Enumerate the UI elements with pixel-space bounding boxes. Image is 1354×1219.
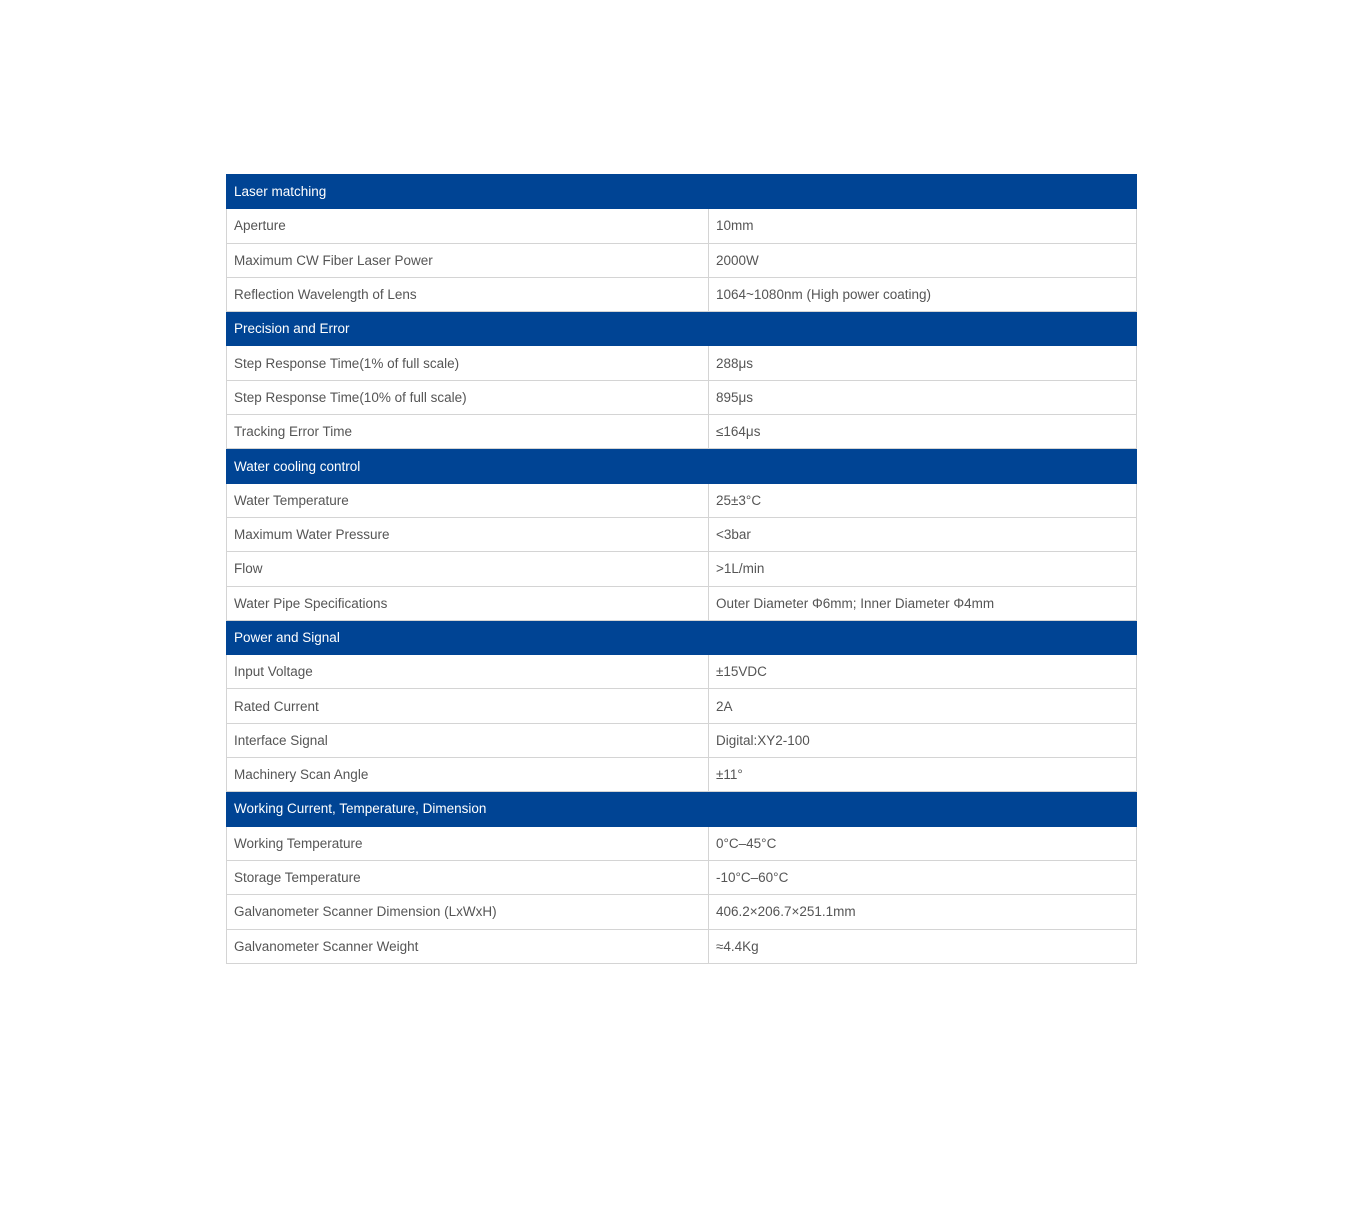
table-row — [227, 209, 1137, 243]
section-title: Water cooling control — [227, 449, 1137, 483]
section-header-laser-matching — [227, 175, 1137, 209]
spec-label: Maximum Water Pressure — [227, 517, 709, 551]
section-header-power-and-signal — [227, 620, 1137, 654]
spec-label: Working Temperature — [227, 826, 709, 860]
table-row — [227, 929, 1137, 963]
spec-label: Storage Temperature — [227, 860, 709, 894]
spec-label: Galvanometer Scanner Weight — [227, 929, 709, 963]
spec-value: <3bar — [709, 517, 1137, 551]
table-row — [227, 380, 1137, 414]
spec-value: 406.2×206.7×251.1mm — [709, 895, 1137, 929]
table-row — [227, 483, 1137, 517]
table-row — [227, 655, 1137, 689]
table-row — [227, 277, 1137, 311]
spec-value: ±11° — [709, 758, 1137, 792]
spec-label: Tracking Error Time — [227, 415, 709, 449]
spec-value: 1064~1080nm (High power coating) — [709, 277, 1137, 311]
spec-label: Galvanometer Scanner Dimension (LxWxH) — [227, 895, 709, 929]
spec-value: >1L/min — [709, 552, 1137, 586]
table-row — [227, 243, 1137, 277]
table-row — [227, 826, 1137, 860]
spec-label: Step Response Time(1% of full scale) — [227, 346, 709, 380]
spec-value: ≈4.4Kg — [709, 929, 1137, 963]
table-row — [227, 895, 1137, 929]
spec-value: 2000W — [709, 243, 1137, 277]
spec-value: 10mm — [709, 209, 1137, 243]
table-row — [227, 552, 1137, 586]
spec-value: 25±3°C — [709, 483, 1137, 517]
spec-value: 2A — [709, 689, 1137, 723]
spec-table — [226, 174, 1137, 964]
section-title: Working Current, Temperature, Dimension — [227, 792, 1137, 826]
spec-label: Input Voltage — [227, 655, 709, 689]
spec-label: Machinery Scan Angle — [227, 758, 709, 792]
table-row — [227, 689, 1137, 723]
spec-label: Maximum CW Fiber Laser Power — [227, 243, 709, 277]
spec-value: 288μs — [709, 346, 1137, 380]
table-row — [227, 517, 1137, 551]
spec-label: Water Temperature — [227, 483, 709, 517]
spec-value: ±15VDC — [709, 655, 1137, 689]
spec-value: Digital:XY2-100 — [709, 723, 1137, 757]
section-title: Power and Signal — [227, 620, 1137, 654]
spec-label: Interface Signal — [227, 723, 709, 757]
section-title: Precision and Error — [227, 312, 1137, 346]
table-row — [227, 723, 1137, 757]
table-row — [227, 758, 1137, 792]
spec-label: Water Pipe Specifications — [227, 586, 709, 620]
table-row — [227, 860, 1137, 894]
section-header-working-conditions — [227, 792, 1137, 826]
spec-value: ≤164μs — [709, 415, 1137, 449]
spec-label: Rated Current — [227, 689, 709, 723]
spec-value: 0°C–45°C — [709, 826, 1137, 860]
table-row — [227, 586, 1137, 620]
spec-label: Step Response Time(10% of full scale) — [227, 380, 709, 414]
spec-label: Reflection Wavelength of Lens — [227, 277, 709, 311]
spec-value: Outer Diameter Φ6mm; Inner Diameter Φ4mm — [709, 586, 1137, 620]
section-header-precision-and-error — [227, 312, 1137, 346]
spec-value: 895μs — [709, 380, 1137, 414]
spec-label: Flow — [227, 552, 709, 586]
spec-value: -10°C–60°C — [709, 860, 1137, 894]
section-header-water-cooling-control — [227, 449, 1137, 483]
section-title: Laser matching — [227, 175, 1137, 209]
table-row — [227, 415, 1137, 449]
spec-label: Aperture — [227, 209, 709, 243]
table-row — [227, 346, 1137, 380]
